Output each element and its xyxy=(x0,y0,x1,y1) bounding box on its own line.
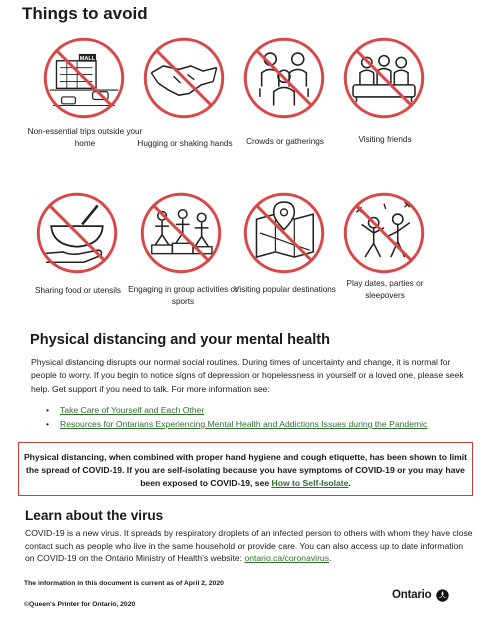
party-icon xyxy=(341,190,427,276)
learn-paragraph xyxy=(25,527,473,565)
take-care-link[interactable]: Take Care of Yourself and Each Other xyxy=(60,405,205,415)
caption-visiting-friends: Visiting friends xyxy=(358,135,412,144)
group-sports-icon xyxy=(138,190,224,276)
caption-crowds: Crowds or gatherings xyxy=(246,137,324,146)
crowd-icon xyxy=(241,35,327,121)
learn-heading: Learn about the virus xyxy=(25,508,164,523)
link-item xyxy=(46,403,427,417)
caption-hugging: Hugging or shaking hands xyxy=(137,139,233,148)
notice-box xyxy=(18,442,473,496)
current-as-of: The information in this document is current as of April 2, 2020 xyxy=(24,580,224,587)
mental-health-paragraph: Physical distancing disrupts our normal social routines. During times of uncertainty and change, it is normal for people to worry. If you begin to notice signs of depression or hopelessness in yourself or a loved one, please seek help. Get support if you need to talk. For more information see: xyxy=(31,357,464,394)
caption-non-essential-trips: Non-essential trips outside your home xyxy=(27,127,143,148)
caption-sharing-food: Sharing food or utensils xyxy=(34,286,122,295)
caption-group-activities: Engaging in group activities or sports xyxy=(128,285,238,306)
shared-bowl-icon xyxy=(34,190,120,276)
caption-popular-destinations: Visiting popular destinations xyxy=(234,285,336,294)
learn-body: COVID-19 is a new virus. It spreads by respiratory droplets of an infected person to others with whom they have close contact such as people who live in the same household or provide care. You can also access up to date information on COVID-19 on the Ontario Ministry of Health's website: xyxy=(25,528,473,564)
ontario-wordmark: Ontario xyxy=(392,589,432,601)
learn-end: . xyxy=(329,553,332,564)
ontario-logo xyxy=(392,587,449,603)
resources-link[interactable]: Resources for Ontarians Experiencing Mental Health and Addictions Issues during the Pandemic xyxy=(60,419,428,429)
mental-health-heading: Physical distancing and your mental health xyxy=(30,332,331,348)
notice-body: Physical distancing, when combined with proper hand hygiene and cough etiquette, has been shown to limit the spread of COVID-19. If you are self-isolating because you have symptoms of COVID-19 or you may have been exposed to COVID-19, see xyxy=(23,452,468,488)
copyright: ©Queen's Printer for Ontario, 2020 xyxy=(24,601,136,608)
self-isolate-link[interactable]: How to Self-Isolate xyxy=(271,478,349,488)
mall-sign: MALL xyxy=(79,55,96,62)
friends-sofa-icon xyxy=(341,35,427,121)
handshake-icon xyxy=(141,35,227,121)
link-item xyxy=(46,417,427,431)
resource-links xyxy=(46,403,427,431)
notice-end: . xyxy=(348,478,351,488)
notice-text xyxy=(19,451,472,490)
ontario-coronavirus-link[interactable]: ontario.ca/coronavirus xyxy=(244,553,330,564)
trillium-icon xyxy=(436,589,449,602)
caption-play-dates: Play dates, parties or sleepovers xyxy=(346,279,424,300)
map-pin-icon xyxy=(241,190,327,276)
page-title: Things to avoid xyxy=(22,4,148,23)
mall-trip-icon xyxy=(41,35,127,121)
